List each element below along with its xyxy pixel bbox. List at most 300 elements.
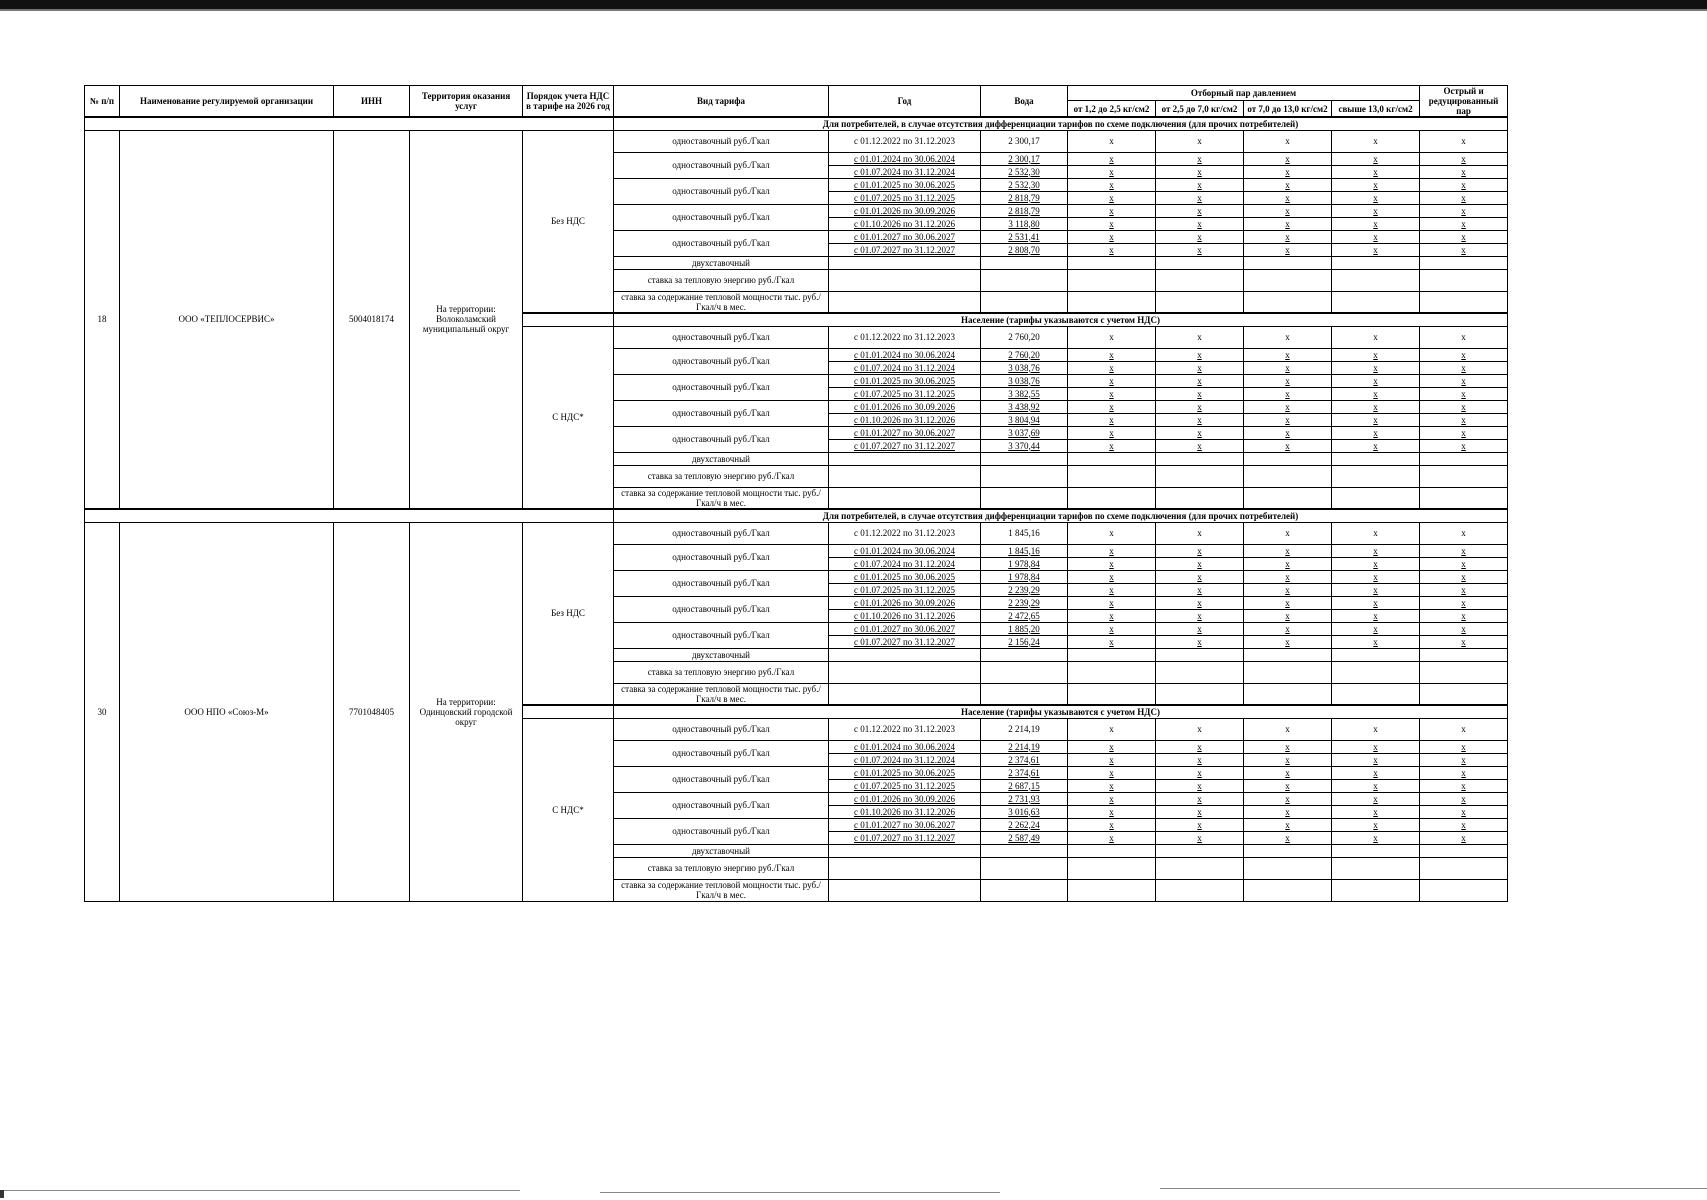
col-year: Год — [829, 86, 981, 118]
x-cell: x — [1420, 622, 1508, 635]
period: с 01.12.2022 по 31.12.2023 — [829, 718, 981, 740]
empty-cell — [1244, 291, 1332, 313]
x-cell: x — [1420, 557, 1508, 570]
col-p4: свыше 13,0 кг/см2 — [1332, 101, 1420, 117]
x-cell: x — [1156, 230, 1244, 243]
empty-cell — [1332, 879, 1420, 901]
col-p3: от 7,0 до 13,0 кг/см2 — [1244, 101, 1332, 117]
period: с 01.01.2024 по 30.06.2024 — [829, 740, 981, 753]
x-cell: x — [1156, 326, 1244, 348]
x-cell: x — [1420, 152, 1508, 165]
x-cell: x — [1068, 635, 1156, 648]
period: с 01.07.2025 по 31.12.2025 — [829, 583, 981, 596]
x-cell: x — [1332, 544, 1420, 557]
x-cell: x — [1420, 583, 1508, 596]
empty-cell — [981, 487, 1068, 509]
x-cell: x — [1332, 217, 1420, 230]
empty-cell — [829, 879, 981, 901]
x-cell: x — [1332, 243, 1420, 256]
x-cell: x — [1244, 413, 1332, 426]
x-cell: x — [1420, 805, 1508, 818]
tariff-type: ставка за тепловую энергию руб./Гкал — [614, 269, 829, 291]
x-cell: x — [1420, 348, 1508, 361]
empty-cell — [1156, 452, 1244, 465]
empty-cell — [1068, 269, 1156, 291]
x-cell: x — [1332, 165, 1420, 178]
tariff-type: ставка за тепловую энергию руб./Гкал — [614, 857, 829, 879]
x-cell: x — [1244, 387, 1332, 400]
period: с 01.07.2024 по 31.12.2024 — [829, 165, 981, 178]
vat-mode: С НДС* — [523, 718, 614, 901]
period: с 01.07.2025 по 31.12.2025 — [829, 191, 981, 204]
x-cell: x — [1156, 596, 1244, 609]
x-cell: x — [1332, 522, 1420, 544]
tariff-table — [84, 85, 1508, 902]
x-cell: x — [1420, 753, 1508, 766]
empty-cell — [1068, 465, 1156, 487]
x-cell: x — [1156, 805, 1244, 818]
spacer-cell — [85, 117, 614, 130]
water-value: 2 300,17 — [981, 130, 1068, 152]
period: с 01.07.2024 по 31.12.2024 — [829, 361, 981, 374]
empty-cell — [1068, 857, 1156, 879]
period: с 01.07.2024 по 31.12.2024 — [829, 557, 981, 570]
empty-cell — [1156, 487, 1244, 509]
tariff-type: одноставочный руб./Гкал — [614, 522, 829, 544]
period: с 01.01.2027 по 30.06.2027 — [829, 818, 981, 831]
x-cell: x — [1068, 557, 1156, 570]
empty-cell — [1420, 648, 1508, 661]
x-cell: x — [1156, 217, 1244, 230]
x-cell: x — [1156, 243, 1244, 256]
empty-cell — [1156, 661, 1244, 683]
empty-cell — [1244, 857, 1332, 879]
x-cell: x — [1244, 217, 1332, 230]
x-cell: x — [1068, 439, 1156, 452]
scan-bottom-edge — [0, 1178, 1707, 1200]
period: с 01.01.2025 по 30.06.2025 — [829, 570, 981, 583]
x-cell: x — [1068, 779, 1156, 792]
org-territory: На территории: Волоколамский муниципальный округ — [410, 130, 523, 509]
water-value: 2 818,79 — [981, 204, 1068, 217]
empty-cell — [1244, 465, 1332, 487]
x-cell: x — [1244, 831, 1332, 844]
empty-cell — [1244, 452, 1332, 465]
x-cell: x — [1244, 326, 1332, 348]
tariff-type: одноставочный руб./Гкал — [614, 718, 829, 740]
empty-cell — [829, 683, 981, 705]
x-cell: x — [1068, 609, 1156, 622]
tariff-type: одноставочный руб./Гкал — [614, 426, 829, 452]
x-cell: x — [1420, 831, 1508, 844]
x-cell: x — [1420, 413, 1508, 426]
water-value: 2 239,29 — [981, 596, 1068, 609]
spacer-cell — [523, 705, 614, 718]
empty-cell — [981, 879, 1068, 901]
x-cell: x — [1244, 609, 1332, 622]
x-cell: x — [1244, 792, 1332, 805]
water-value: 3 016,63 — [981, 805, 1068, 818]
period: с 01.12.2022 по 31.12.2023 — [829, 326, 981, 348]
x-cell: x — [1156, 400, 1244, 413]
col-steam-group: Отборный пар давлением — [1068, 86, 1420, 101]
x-cell: x — [1420, 374, 1508, 387]
empty-cell — [1244, 487, 1332, 509]
x-cell: x — [1068, 413, 1156, 426]
x-cell: x — [1244, 779, 1332, 792]
x-cell: x — [1244, 766, 1332, 779]
empty-cell — [981, 844, 1068, 857]
x-cell: x — [1068, 217, 1156, 230]
vat-mode: Без НДС — [523, 522, 614, 705]
x-cell: x — [1156, 439, 1244, 452]
water-value: 2 156,24 — [981, 635, 1068, 648]
x-cell: x — [1420, 191, 1508, 204]
x-cell: x — [1332, 766, 1420, 779]
x-cell: x — [1420, 766, 1508, 779]
x-cell: x — [1244, 439, 1332, 452]
empty-cell — [1068, 661, 1156, 683]
empty-cell — [1332, 844, 1420, 857]
empty-cell — [829, 487, 981, 509]
empty-cell — [829, 661, 981, 683]
x-cell: x — [1156, 413, 1244, 426]
x-cell: x — [1156, 609, 1244, 622]
empty-cell — [1332, 452, 1420, 465]
x-cell: x — [1156, 622, 1244, 635]
x-cell: x — [1156, 718, 1244, 740]
x-cell: x — [1332, 413, 1420, 426]
x-cell: x — [1156, 178, 1244, 191]
x-cell: x — [1068, 243, 1156, 256]
table-header — [85, 86, 1508, 118]
water-value: 2 760,20 — [981, 348, 1068, 361]
x-cell: x — [1156, 818, 1244, 831]
section-title: Население (тарифы указываются с учетом НДС) — [614, 705, 1508, 718]
x-cell: x — [1068, 374, 1156, 387]
water-value: 1 978,84 — [981, 557, 1068, 570]
x-cell: x — [1156, 570, 1244, 583]
empty-cell — [1244, 661, 1332, 683]
tariff-type: одноставочный руб./Гкал — [614, 130, 829, 152]
x-cell: x — [1332, 178, 1420, 191]
period: с 01.07.2027 по 31.12.2027 — [829, 831, 981, 844]
x-cell: x — [1068, 766, 1156, 779]
water-value: 3 038,76 — [981, 374, 1068, 387]
empty-cell — [981, 452, 1068, 465]
period: с 01.01.2026 по 30.09.2026 — [829, 596, 981, 609]
x-cell: x — [1244, 178, 1332, 191]
x-cell: x — [1420, 792, 1508, 805]
empty-cell — [981, 269, 1068, 291]
x-cell: x — [1332, 583, 1420, 596]
x-cell: x — [1244, 557, 1332, 570]
empty-cell — [1420, 857, 1508, 879]
empty-cell — [1332, 661, 1420, 683]
x-cell: x — [1068, 544, 1156, 557]
water-value: 2 531,41 — [981, 230, 1068, 243]
x-cell: x — [1068, 740, 1156, 753]
table-body — [85, 117, 1508, 901]
period: с 01.07.2027 по 31.12.2027 — [829, 635, 981, 648]
water-value: 3 382,55 — [981, 387, 1068, 400]
x-cell: x — [1420, 387, 1508, 400]
x-cell: x — [1156, 766, 1244, 779]
x-cell: x — [1068, 348, 1156, 361]
x-cell: x — [1068, 596, 1156, 609]
period: с 01.12.2022 по 31.12.2023 — [829, 522, 981, 544]
table-row — [85, 130, 1508, 152]
x-cell: x — [1244, 522, 1332, 544]
empty-cell — [1156, 291, 1244, 313]
x-cell: x — [1244, 130, 1332, 152]
x-cell: x — [1332, 400, 1420, 413]
x-cell: x — [1244, 361, 1332, 374]
empty-cell — [1244, 844, 1332, 857]
period: с 01.12.2022 по 31.12.2023 — [829, 130, 981, 152]
section-row — [85, 117, 1508, 130]
col-vat: Порядок учета НДС в тарифе на 2026 год — [523, 86, 614, 118]
x-cell: x — [1244, 374, 1332, 387]
x-cell: x — [1420, 740, 1508, 753]
period: с 01.01.2026 по 30.09.2026 — [829, 204, 981, 217]
empty-cell — [829, 256, 981, 269]
empty-cell — [1332, 256, 1420, 269]
col-territory: Территория оказания услуг — [410, 86, 523, 118]
period: с 01.01.2027 по 30.06.2027 — [829, 622, 981, 635]
period: с 01.01.2025 по 30.06.2025 — [829, 766, 981, 779]
tariff-type: ставка за содержание тепловой мощности тыс. руб./Гкал/ч в мес. — [614, 291, 829, 313]
x-cell: x — [1156, 522, 1244, 544]
section-title: Для потребителей, в случае отсутствия дифференциации тарифов по схеме подключения (для прочих потребителей) — [614, 509, 1508, 522]
period: с 01.10.2026 по 31.12.2026 — [829, 805, 981, 818]
empty-cell — [1156, 879, 1244, 901]
empty-cell — [981, 683, 1068, 705]
x-cell: x — [1332, 439, 1420, 452]
empty-cell — [981, 648, 1068, 661]
period: с 01.07.2027 по 31.12.2027 — [829, 243, 981, 256]
x-cell: x — [1332, 361, 1420, 374]
x-cell: x — [1244, 400, 1332, 413]
empty-cell — [829, 269, 981, 291]
x-cell: x — [1244, 718, 1332, 740]
period: с 01.01.2024 по 30.06.2024 — [829, 348, 981, 361]
empty-cell — [829, 291, 981, 313]
tariff-type: ставка за тепловую энергию руб./Гкал — [614, 661, 829, 683]
x-cell: x — [1068, 792, 1156, 805]
period: с 01.01.2026 по 30.09.2026 — [829, 400, 981, 413]
x-cell: x — [1156, 426, 1244, 439]
tariff-type: одноставочный руб./Гкал — [614, 348, 829, 374]
x-cell: x — [1420, 400, 1508, 413]
x-cell: x — [1156, 635, 1244, 648]
x-cell: x — [1332, 570, 1420, 583]
x-cell: x — [1420, 178, 1508, 191]
x-cell: x — [1420, 130, 1508, 152]
x-cell: x — [1244, 818, 1332, 831]
empty-cell — [1156, 269, 1244, 291]
x-cell: x — [1332, 622, 1420, 635]
x-cell: x — [1156, 740, 1244, 753]
empty-cell — [829, 648, 981, 661]
period: с 01.07.2024 по 31.12.2024 — [829, 753, 981, 766]
x-cell: x — [1244, 544, 1332, 557]
x-cell: x — [1068, 165, 1156, 178]
empty-cell — [1068, 879, 1156, 901]
vat-mode: Без НДС — [523, 130, 614, 313]
col-water: Вода — [981, 86, 1068, 118]
x-cell: x — [1068, 361, 1156, 374]
x-cell: x — [1332, 130, 1420, 152]
empty-cell — [1156, 648, 1244, 661]
tariff-type: одноставочный руб./Гкал — [614, 152, 829, 178]
x-cell: x — [1332, 204, 1420, 217]
x-cell: x — [1332, 635, 1420, 648]
x-cell: x — [1244, 622, 1332, 635]
x-cell: x — [1332, 753, 1420, 766]
water-value: 2 214,19 — [981, 718, 1068, 740]
x-cell: x — [1420, 570, 1508, 583]
col-p1: от 1,2 до 2,5 кг/см2 — [1068, 101, 1156, 117]
period: с 01.10.2026 по 31.12.2026 — [829, 217, 981, 230]
period: с 01.07.2025 по 31.12.2025 — [829, 779, 981, 792]
empty-cell — [1420, 487, 1508, 509]
x-cell: x — [1156, 583, 1244, 596]
empty-cell — [1068, 452, 1156, 465]
empty-cell — [1068, 291, 1156, 313]
water-value: 2 532,30 — [981, 178, 1068, 191]
empty-cell — [1244, 879, 1332, 901]
x-cell: x — [1244, 243, 1332, 256]
org-inn: 7701048405 — [334, 522, 410, 901]
x-cell: x — [1156, 387, 1244, 400]
period: с 01.07.2025 по 31.12.2025 — [829, 387, 981, 400]
x-cell: x — [1332, 740, 1420, 753]
x-cell: x — [1156, 165, 1244, 178]
x-cell: x — [1068, 426, 1156, 439]
empty-cell — [829, 452, 981, 465]
water-value: 2 374,61 — [981, 766, 1068, 779]
water-value: 3 804,94 — [981, 413, 1068, 426]
water-value: 3 438,92 — [981, 400, 1068, 413]
x-cell: x — [1420, 361, 1508, 374]
empty-cell — [981, 857, 1068, 879]
x-cell: x — [1332, 152, 1420, 165]
x-cell: x — [1068, 718, 1156, 740]
empty-cell — [1332, 857, 1420, 879]
empty-cell — [981, 256, 1068, 269]
spacer-cell — [523, 313, 614, 326]
x-cell: x — [1332, 374, 1420, 387]
water-value: 2 214,19 — [981, 740, 1068, 753]
tariff-type: одноставочный руб./Гкал — [614, 596, 829, 622]
x-cell: x — [1420, 217, 1508, 230]
tariff-type: одноставочный руб./Гкал — [614, 740, 829, 766]
x-cell: x — [1244, 204, 1332, 217]
spacer-cell — [85, 509, 614, 522]
empty-cell — [1244, 683, 1332, 705]
x-cell: x — [1068, 178, 1156, 191]
x-cell: x — [1420, 439, 1508, 452]
tariff-type: одноставочный руб./Гкал — [614, 544, 829, 570]
empty-cell — [1068, 683, 1156, 705]
x-cell: x — [1068, 831, 1156, 844]
empty-cell — [1332, 683, 1420, 705]
x-cell: x — [1156, 361, 1244, 374]
empty-cell — [1332, 648, 1420, 661]
x-cell: x — [1332, 596, 1420, 609]
water-value: 2 239,29 — [981, 583, 1068, 596]
x-cell: x — [1068, 522, 1156, 544]
x-cell: x — [1068, 204, 1156, 217]
x-cell: x — [1068, 753, 1156, 766]
empty-cell — [1420, 683, 1508, 705]
org-inn: 5004018174 — [334, 130, 410, 509]
water-value: 1 845,16 — [981, 522, 1068, 544]
empty-cell — [1420, 844, 1508, 857]
x-cell: x — [1244, 152, 1332, 165]
water-value: 2 532,30 — [981, 165, 1068, 178]
x-cell: x — [1420, 243, 1508, 256]
x-cell: x — [1156, 831, 1244, 844]
water-value: 2 760,20 — [981, 326, 1068, 348]
x-cell: x — [1420, 609, 1508, 622]
section-title: Население (тарифы указываются с учетом НДС) — [614, 313, 1508, 326]
tariff-type: одноставочный руб./Гкал — [614, 400, 829, 426]
x-cell: x — [1156, 130, 1244, 152]
period: с 01.01.2025 по 30.06.2025 — [829, 178, 981, 191]
x-cell: x — [1068, 152, 1156, 165]
water-value: 3 370,44 — [981, 439, 1068, 452]
empty-cell — [1332, 487, 1420, 509]
water-value: 2 731,93 — [981, 792, 1068, 805]
period: с 01.07.2027 по 31.12.2027 — [829, 439, 981, 452]
x-cell: x — [1156, 557, 1244, 570]
x-cell: x — [1332, 779, 1420, 792]
empty-cell — [1420, 879, 1508, 901]
water-value: 3 038,76 — [981, 361, 1068, 374]
empty-cell — [1244, 256, 1332, 269]
period: с 01.01.2026 по 30.09.2026 — [829, 792, 981, 805]
x-cell: x — [1420, 326, 1508, 348]
empty-cell — [1068, 256, 1156, 269]
x-cell: x — [1156, 792, 1244, 805]
water-value: 2 472,65 — [981, 609, 1068, 622]
col-p2: от 2,5 до 7,0 кг/см2 — [1156, 101, 1244, 117]
x-cell: x — [1420, 544, 1508, 557]
period: с 01.01.2027 по 30.06.2027 — [829, 426, 981, 439]
empty-cell — [1156, 857, 1244, 879]
vat-mode: С НДС* — [523, 326, 614, 509]
empty-cell — [1420, 452, 1508, 465]
x-cell: x — [1068, 130, 1156, 152]
x-cell: x — [1244, 348, 1332, 361]
empty-cell — [1156, 844, 1244, 857]
x-cell: x — [1420, 635, 1508, 648]
water-value: 1 845,16 — [981, 544, 1068, 557]
col-org: Наименование регулируемой организации — [120, 86, 334, 118]
x-cell: x — [1420, 522, 1508, 544]
tariff-type: одноставочный руб./Гкал — [614, 570, 829, 596]
period: с 01.01.2025 по 30.06.2025 — [829, 374, 981, 387]
col-sharp: Острый и редуцированный пар — [1420, 86, 1508, 118]
period: с 01.01.2024 по 30.06.2024 — [829, 544, 981, 557]
x-cell: x — [1332, 805, 1420, 818]
x-cell: x — [1156, 348, 1244, 361]
tariff-type: одноставочный руб./Гкал — [614, 622, 829, 648]
x-cell: x — [1420, 596, 1508, 609]
water-value: 2 374,61 — [981, 753, 1068, 766]
